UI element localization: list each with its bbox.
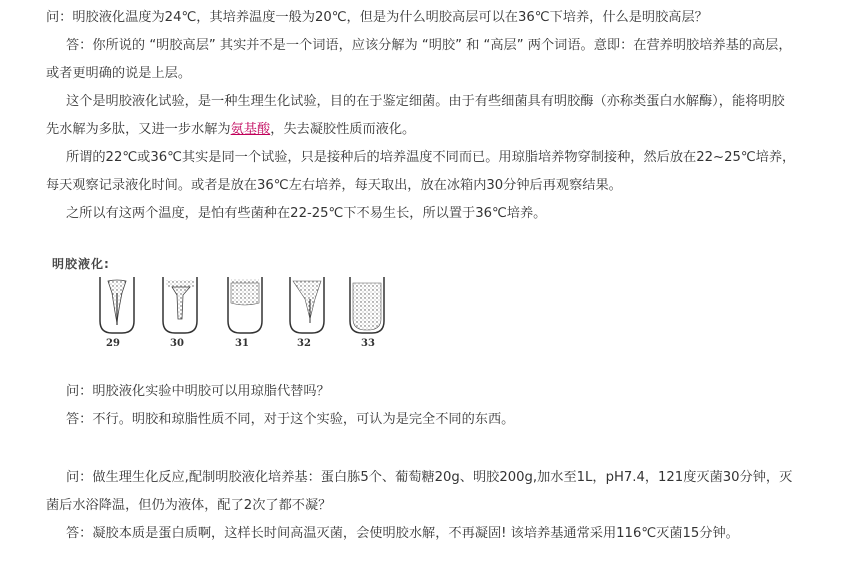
tube-label-30: 30 — [170, 338, 184, 349]
paragraph-liquefaction-test — [46, 88, 796, 144]
question-3: 问：做生理生化反应,配制明胶液化培养基：蛋白胨5个、葡萄糖20g、明胶200g,加水至1L，pH7.4，121度灭菌30分钟，灭菌后水浴降温，但仍为液体，配了2次了都不凝？ — [46, 470, 793, 513]
question-1: 问：明胶液化温度为24℃，其培养温度一般为20℃，但是为什么明胶高层可以在36℃下培养，什么是明胶高层？ — [46, 10, 708, 25]
paragraph-text-after: ，失去凝胶性质而液化。 — [270, 122, 416, 137]
paragraph-two-temperatures: 之所以有这两个温度，是怕有些菌种在22-25℃下不易生长，所以置于36℃培养。 — [66, 206, 547, 221]
answer-3: 答：凝胶本质是蛋白质啊，这样长时间高温灭菌，会使明胶水解，不再凝固! 该培养基通常采用116℃灭菌15分钟。 — [66, 526, 739, 541]
tube-31 — [228, 277, 262, 333]
tube-33 — [350, 277, 384, 333]
tube-29 — [100, 277, 134, 333]
paragraph-text-before: 这个是明胶液化试验，是一种生理生化试验，目的在于鉴定细菌。由于有些细菌具有明胶酶（亦称类蛋白水解酶），能将明胶先水解为多肽，又进一步水解为 — [46, 94, 785, 137]
paragraph-temperatures: 所谓的22℃或36℃其实是同一个试验，只是接种后的培养温度不同而已。用琼脂培养物穿制接种，然后放在22~25℃培养，每天观察记录液化时间。或者是放在36℃左右培养，每天取出，放在冰箱内30分钟后再观察结果。 — [46, 150, 796, 193]
tube-30 — [163, 277, 197, 333]
tube-label-31: 31 — [235, 338, 249, 349]
amino-acid-link[interactable]: 氨基酸 — [230, 122, 271, 137]
tube-32 — [290, 277, 324, 333]
tube-drawings — [48, 253, 388, 353]
answer-2: 答：不行。明胶和琼脂性质不同，对于这个实验，可认为是完全不同的东西。 — [66, 412, 515, 427]
tube-label-32: 32 — [297, 338, 311, 349]
question-2: 问：明胶液化实验中明胶可以用琼脂代替吗？ — [66, 384, 330, 399]
figure-title: 明胶液化: — [52, 257, 110, 271]
tube-label-33: 33 — [361, 338, 375, 349]
answer-1: 答：你所说的 “明胶高层” 其实并不是一个词语，应该分解为 “明胶” 和 “高层” 两个词语。意即：在营养明胶培养基的高层，或者更明确的说是上层。 — [46, 38, 792, 81]
gelatin-liquefaction-figure — [48, 253, 388, 353]
tube-label-29: 29 — [106, 338, 120, 349]
